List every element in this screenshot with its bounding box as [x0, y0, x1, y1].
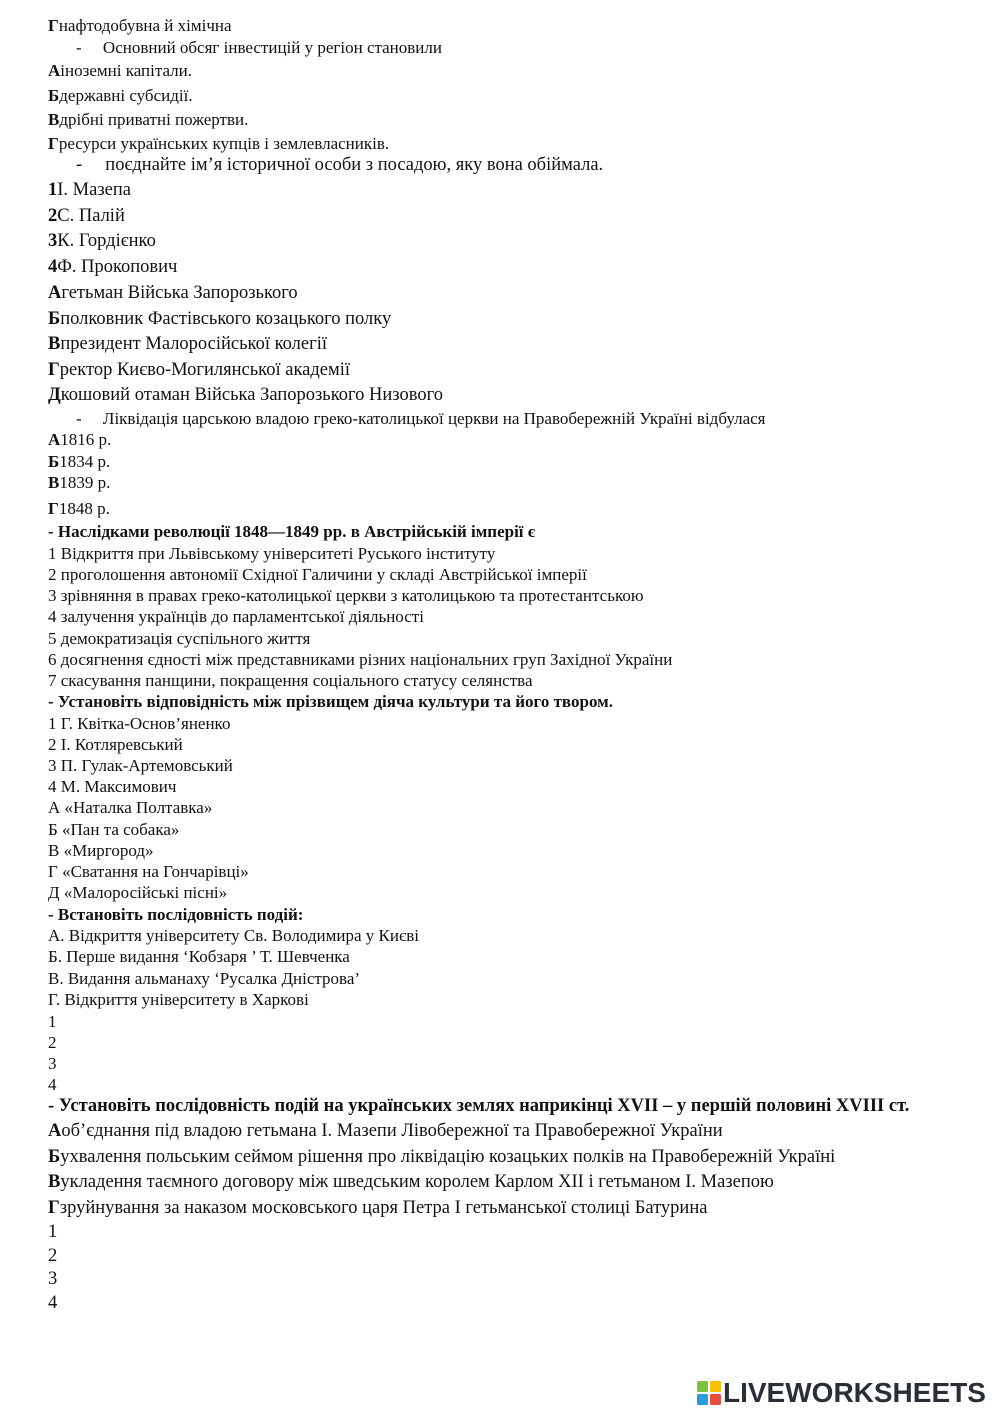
question-prompt: - Ліквідація царською владою греко-католицької церкви на Правобережній Україні відбулася [76, 409, 766, 428]
option-g-line [48, 17, 232, 34]
event-line: В. Видання альманаху ‘Русалка Дністрова’ [48, 969, 361, 988]
list-item: 5 демократизація суспільного життя [48, 629, 311, 648]
list-item: 2 проголошення автономії Східної Галичини у складі Австрійської імперії [48, 565, 587, 584]
event-line: Б. Перше видання ‘Кобзаря ’ Т. Шевченка [48, 947, 350, 966]
option-text: нафтодобувна й хімічна [58, 16, 232, 35]
post-line: Дкошовий отаман Війська Запорозького Низового [48, 385, 443, 405]
liveworksheets-logo[interactable] [697, 1378, 986, 1408]
answer-slot[interactable]: 4 [48, 1075, 57, 1094]
logo-text: LIVEWORKSHEETS [723, 1377, 986, 1408]
answer-slot[interactable]: 2 [48, 1246, 58, 1266]
question-title: - Установіть послідовність подій на українських землях наприкінці XVII – у першій половині XVIII ст. [48, 1096, 910, 1116]
work-line: Б «Пан та собака» [48, 820, 180, 839]
option-line: Г1848 р. [48, 499, 110, 518]
answer-slot[interactable]: 4 [48, 1293, 58, 1313]
event-line: Гзруйнування за наказом московського царя Петра І гетьманської столиці Батурина [48, 1198, 708, 1218]
option-line: Б1834 р. [48, 452, 111, 471]
event-line: Вукладення таємного договору між шведським королем Карлом XII і гетьманом І. Мазепою [48, 1172, 774, 1192]
question-title: - Встановіть послідовність подій: [48, 905, 304, 924]
answer-slot[interactable]: 1 [48, 1012, 57, 1031]
author-line: 2 І. Котляревський [48, 735, 183, 754]
author-line: 3 П. Гулак-Артемовський [48, 756, 233, 775]
author-line: 4 М. Максимович [48, 777, 177, 796]
event-line: Аоб’єднання під владою гетьмана І. Мазепи Лівобережної та Правобережної України [48, 1121, 723, 1141]
person-line: 3К. Гордієнко [48, 231, 156, 251]
person-line: 2С. Палій [48, 206, 125, 226]
list-item: 1 Відкриття при Львівському університеті Руського інституту [48, 544, 496, 563]
event-line: А. Відкриття університету Св. Володимира у Києві [48, 926, 420, 945]
option-line: В1839 р. [48, 473, 111, 492]
work-line: А «Наталка Полтавка» [48, 798, 213, 817]
post-line: Бполковник Фастівського козацького полку [48, 309, 392, 329]
option-line: Бдержавні субсидії. [48, 86, 193, 105]
work-line: В «Миргород» [48, 841, 154, 860]
answer-slot[interactable]: 1 [48, 1222, 58, 1242]
option-letter: Г [48, 16, 59, 35]
option-line: Гресурси українських купців і землевласників. [48, 134, 390, 153]
post-line: Впрезидент Малоросійської колегії [48, 334, 327, 354]
event-line: Бухвалення польським сеймом рішення про ліквідацію козацьких полків на Правобережній Україні [48, 1147, 836, 1167]
person-line: 1І. Мазепа [48, 180, 131, 200]
answer-slot[interactable]: 2 [48, 1033, 57, 1052]
work-line: Д «Малоросійські пісні» [48, 883, 228, 902]
question-prompt: - Основний обсяг інвестицій у регіон становили [76, 38, 442, 57]
option-line: Вдрібні приватні пожертви. [48, 110, 249, 129]
answer-slot[interactable]: 3 [48, 1054, 57, 1073]
author-line: 1 Г. Квітка-Основ’яненко [48, 714, 231, 733]
event-line: Г. Відкриття університету в Харкові [48, 990, 309, 1009]
option-line: Аіноземні капітали. [48, 61, 192, 80]
post-line: Агетьман Війська Запорозького [48, 283, 298, 303]
liveworksheets-logo-icon [697, 1381, 721, 1405]
list-item: 3 зрівняння в правах греко-католицької церкви з католицькою та протестантською [48, 586, 644, 605]
list-item: 4 залучення українців до парламентської діяльності [48, 607, 424, 626]
question-title: - Наслідками революції 1848—1849 рр. в Австрійській імперії є [48, 522, 536, 541]
post-line: Гректор Києво-Могилянської академії [48, 360, 350, 380]
list-item: 7 скасування панщини, покращення соціального статусу селянства [48, 671, 533, 690]
work-line: Г «Сватання на Гончарівці» [48, 862, 249, 881]
option-line: А1816 р. [48, 430, 112, 449]
answer-slot[interactable]: 3 [48, 1269, 58, 1289]
list-item: 6 досягнення єдності між представниками різних національних груп Західної України [48, 650, 673, 669]
question-title: - Установіть відповідність між прізвищем діяча культури та його твором. [48, 692, 613, 711]
person-line: 4Ф. Прокопович [48, 257, 178, 277]
question-prompt: - поєднайте ім’я історичної особи з посадою, яку вона обіймала. [76, 155, 604, 175]
